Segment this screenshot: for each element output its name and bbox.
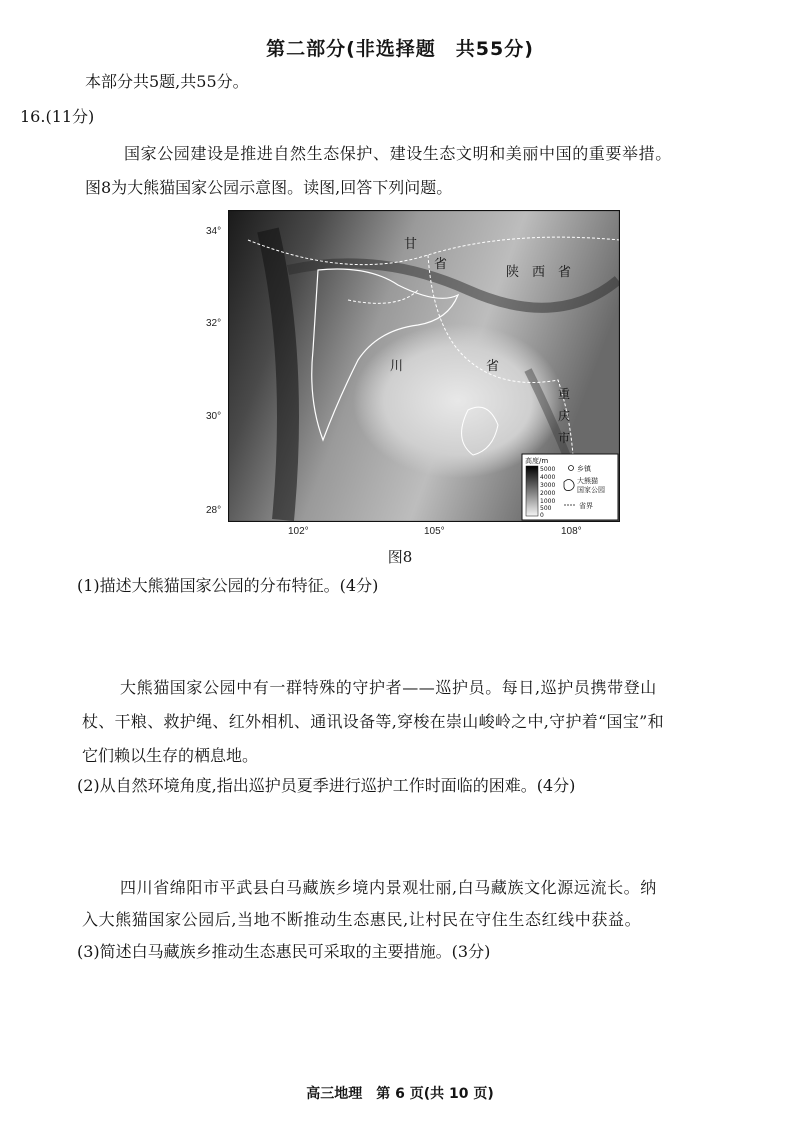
question-2: (2)从自然环境角度,指出巡护员夏季进行巡护工作时面临的困难。(4分) [77, 776, 576, 795]
section-title: 第二部分(非选择题 共55分) [266, 38, 534, 60]
question-3: (3)简述白马藏族乡推动生态惠民可采取的主要措施。(3分) [77, 942, 491, 961]
page-footer: 高三地理 第 6 页(共 10 页) [306, 1086, 494, 1102]
label-sichuan-chuan: 川 [390, 359, 404, 374]
legend-elevation-title: 高度/m [525, 457, 549, 465]
legend-boundary: 省界 [579, 502, 593, 510]
label-chongqing-3: 市 [558, 431, 571, 445]
legend-park-line2: 国家公园 [577, 486, 605, 494]
paragraph-2-line-1: 大熊猫国家公园中有一群特殊的守护者——巡护员。每日,巡护员携带登山 [120, 678, 657, 697]
label-chongqing-1: 重 [558, 387, 571, 401]
paragraph-3-line-2: 入大熊猫国家公园后,当地不断推动生态惠民,让村民在守住生态红线中获益。 [82, 910, 642, 929]
lon-label-108: 108° [561, 526, 582, 537]
legend-elev-2000: 2000 [540, 490, 556, 497]
figure-caption: 图8 [387, 548, 413, 566]
legend-elev-5000: 5000 [540, 466, 556, 473]
label-chongqing-2: 庆 [558, 409, 571, 423]
panda-park-map [228, 210, 620, 522]
legend-elev-0: 0 [540, 512, 544, 519]
paragraph-1-line-1: 国家公园建设是推进自然生态保护、建设生态文明和美丽中国的重要举措。 [124, 144, 672, 163]
question-number: 16.(11分) [20, 107, 95, 126]
label-gansu: 甘 [404, 237, 418, 252]
paragraph-2-line-3: 它们赖以生存的栖息地。 [82, 746, 259, 765]
section-intro: 本部分共5题,共55分。 [85, 72, 249, 91]
lat-label-32: 32° [206, 318, 222, 329]
lat-label-30: 30° [206, 411, 222, 422]
label-sichuan-sheng: 省 [486, 359, 500, 374]
legend-elevation-bar [526, 466, 538, 516]
legend-town: 乡镇 [577, 465, 591, 473]
legend-elev-500: 500 [540, 505, 552, 512]
lat-label-28: 28° [206, 505, 222, 516]
legend-park-line1: 大熊猫 [577, 477, 598, 485]
question-1: (1)描述大熊猫国家公园的分布特征。(4分) [77, 576, 379, 595]
paragraph-1-line-2: 图8为大熊猫国家公园示意图。读图,回答下列问题。 [85, 178, 453, 197]
map-legend [522, 454, 618, 520]
legend-elev-3000: 3000 [540, 482, 556, 489]
legend-elev-1000: 1000 [540, 498, 556, 505]
legend-elev-4000: 4000 [540, 474, 556, 481]
label-shaanxi: 陕 西 省 [506, 265, 572, 280]
paragraph-2-line-2: 杖、干粮、救护绳、红外相机、通讯设备等,穿梭在崇山峻岭之中,守护着“国宝”和 [82, 712, 664, 731]
lon-label-105: 105° [424, 526, 445, 537]
paragraph-3-line-1: 四川省绵阳市平武县白马藏族乡境内景观壮丽,白马藏族文化源远流长。纳 [120, 878, 657, 897]
label-gansu-sheng: 省 [434, 257, 448, 272]
lon-label-102: 102° [288, 526, 309, 537]
lat-label-34: 34° [206, 226, 222, 237]
